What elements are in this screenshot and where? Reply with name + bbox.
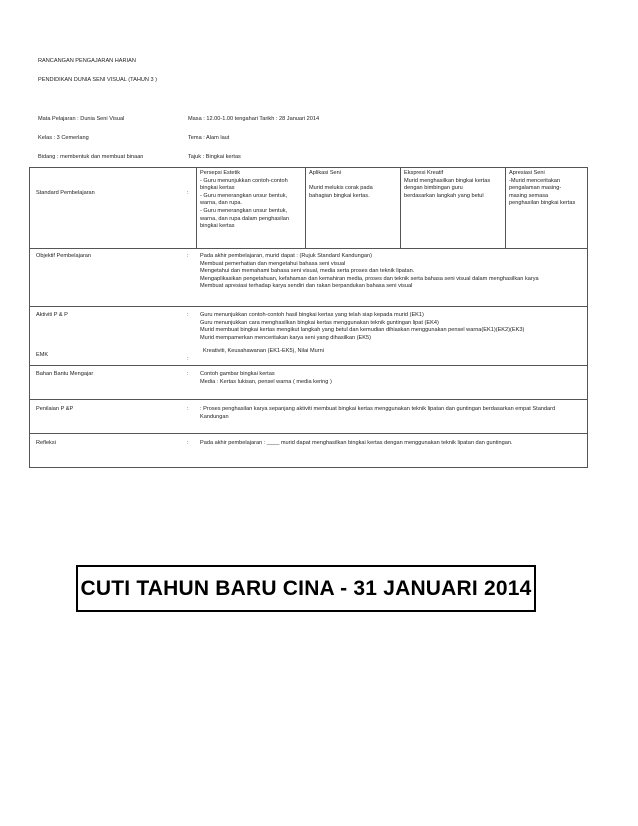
column-divider [196,167,197,248]
content-line: Kandungan [200,413,229,420]
emk-value: Kreativiti, Keusahawanan (EK1-EK5), Nilai Murni [203,348,324,354]
content-line: Mengetahui dan memahami bahasa seni visual, media serta proses dan teknik lipatan. [200,268,415,275]
cell-line: bingkai kertas [200,185,235,192]
aktiviti-label: Aktiviti P & P [36,312,68,318]
bahan-label: Bahan Bantu Mengajar [36,371,94,377]
cell-line: warna, dan rupa. [200,200,242,207]
content-line: : Proses penghasilan karya sepanjang aktiviti membuat bingkai kertas menggunakan teknik lipatan dan guntingan berdasarkan empat Standard [200,406,556,412]
tema-text: Tema : Alam laut [188,135,230,141]
column-heading: Apresiasi Seni [509,170,545,176]
column-heading: Persepsi Estetik [200,170,241,176]
content-line: Membuat apresiasi terhadap karya sendiri dan rakan berpandukan bahasa seni visual [200,283,413,290]
cell-line: warna, dan rupa dalam penghasilan [200,215,289,222]
content-line: Murid membuat bingkai kertas mengikut langkah yang betul dan kemudian dihiaskan menggunakan pensel warna(EK1)(EK2)(EK3) [200,327,525,334]
column-heading: Ekspresi Kreatif [404,170,444,176]
kelas-text: Kelas : 3 Cemerlang [38,135,89,141]
ekspresi-kreatif-cell [404,170,504,200]
standard-label: Standard Pembelajaran [36,190,95,196]
table-row-aktiviti [30,307,588,366]
cell-line: -Murid menceritakan [509,177,560,184]
cell-line: masing semasa [509,192,549,199]
mata-pelajaran-text: Mata Pelajaran : Dunia Seni Visual [38,116,125,122]
cell-line: bahagian bingkai kertas. [309,192,370,199]
bidang-text: Bidang : membentuk dan membuat binaan [38,154,144,160]
cell-line: Murid menghasilkan bingkai kertas [404,177,491,184]
content-line: Contoh gambar bingkai kertas [200,371,275,377]
column-heading: Aplikasi Seni [309,170,342,176]
table-row-penilaian [30,400,588,434]
cell-line: bingkai kertas [200,223,235,230]
cell-line: dengan bimbingan guru [404,185,463,192]
table-row-standard [30,168,588,249]
content-line: Media : Kertas lukisan, pensel warna ( media kering ) [200,378,332,385]
cell-line: pengalaman masing- [509,185,562,192]
aktiviti-content [200,312,524,342]
colon: : [187,253,189,259]
emk-label: EMK [36,352,49,358]
column-divider [400,167,401,248]
table-row-bahan [30,366,588,400]
aplikasi-seni-cell [309,170,399,200]
lesson-plan-table [29,167,588,468]
colon: : [187,406,189,412]
penilaian-content [200,406,555,421]
persepsi-estetik-cell [200,170,304,231]
holiday-banner: CUTI TAHUN BARU CINA - 31 JANUARI 2014 [76,565,536,612]
colon: : [187,356,189,362]
colon: : [187,440,189,446]
masa-tarikh-text: Masa : 12.00-1.00 tengahari Tarikh : 28 Januari 2014 [188,116,320,122]
content-line: Guru menunjukkan contoh-contoh hasil bingkai kertas yang telah siap kepada murid (EK1) [200,312,424,318]
cell-line [309,178,399,186]
cell-line: - Guru menerangkan unsur bentuk, [200,207,288,214]
table-row-objektif [30,249,588,307]
cell-line: penghasilan bingkai kertas [509,200,576,207]
table-row-refleksi [30,434,588,468]
colon: : [187,312,189,318]
content-line: Pada akhir pembelajaran, murid dapat : (Rujuk Standard Kandungan) [200,253,372,259]
apresiasi-seni-cell [509,170,587,208]
content-line: Membuat pemerhatian dan mengetahui bahasa seni visual [200,260,346,267]
content-line: Guru menunjukkan cara menghasilkan bingkai kertas menggunakan teknik guntingan lipat (EK4) [200,319,439,326]
cell-line: berdasarkan langkah yang betul [404,192,484,199]
objektif-content [200,253,539,291]
column-divider [305,167,306,248]
objektif-label: Objektif Pembelajaran [36,253,92,259]
document-title: RANCANGAN PENGAJARAN HARIAN [38,58,136,64]
column-divider [505,167,506,248]
content-line: Murid mempamerkan menceritakan karya seni yang dihasilkan (EK5) [200,334,371,341]
refleksi-content: Pada akhir pembelajaran : ____ murid dapat menghasilkan bingkai kertas dengan menggunakan teknik lipatan dan guntingan. [200,440,513,446]
document-subtitle: PENDIDIKAN DUNIA SENI VISUAL (TAHUN 3 ) [38,77,158,83]
penilaian-label: Penilaian P &P [36,406,74,412]
cell-line: - Guru menerangkan unsur bentuk, [200,192,288,199]
tajuk-text: Tajuk : Bingkai kertas [188,154,241,160]
refleksi-label: Refleksi [36,440,56,446]
cell-line: Murid melukis corak pada [309,185,373,192]
content-line: Mengaplikasikan pengetahuan, kefahaman dan kemahiran media, proses dan teknik serta bahasa seni visual dalam menghasilkan karya [200,275,539,282]
cell-line: - Guru menunjukkan contoh-contoh [200,177,288,184]
colon: : [187,190,189,196]
bahan-content [200,371,332,386]
colon: : [187,371,189,377]
